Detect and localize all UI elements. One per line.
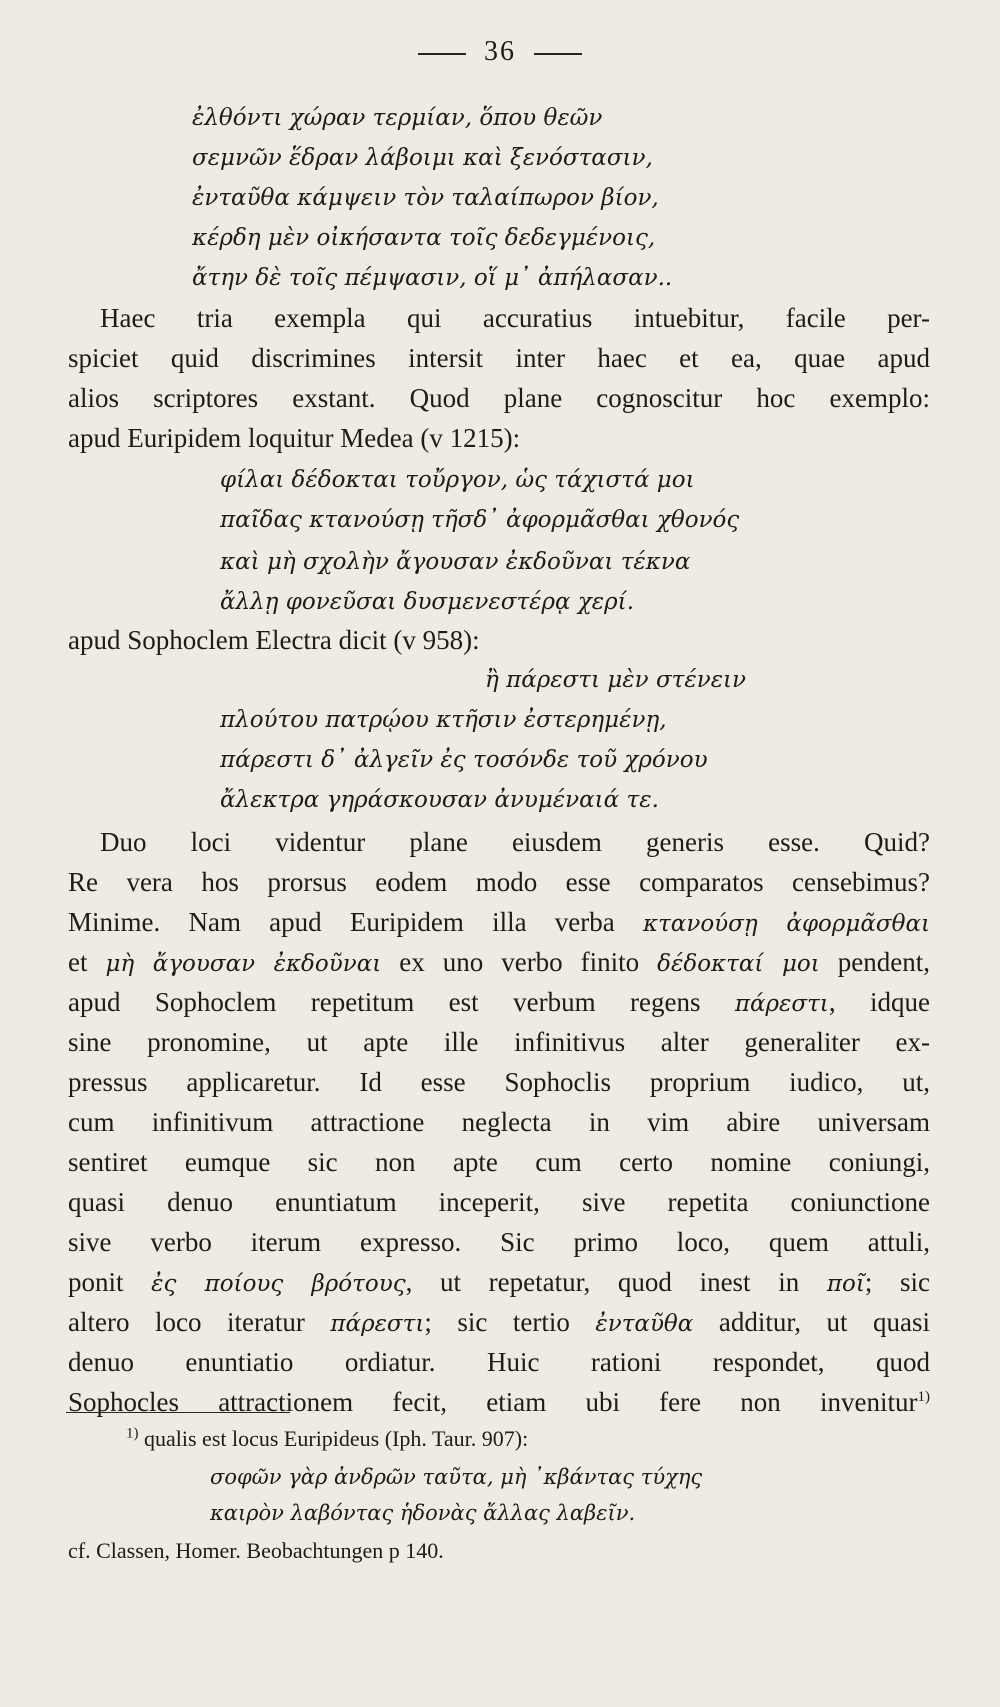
- text-line: apud Euripidem loquitur Medea (v 1215):: [68, 423, 521, 453]
- text-segment: apud Sophoclem repetitum est verbum regens: [68, 987, 735, 1017]
- footnote-marker: 1): [126, 1425, 139, 1442]
- verse-line: πάρεστι δ᾽ ἀλγεῖν ἐς τοσόνδε τοῦ χρόνου: [220, 747, 708, 773]
- text-line: [68, 1262, 930, 1304]
- text-line: [68, 862, 930, 902]
- text-segment: ; sic: [864, 1267, 931, 1297]
- text-line: [68, 1302, 930, 1344]
- verse-line: ἢ πάρεστι μὲν στένειν: [485, 667, 747, 693]
- verse-line: κέρδη μὲν οἰκήσαντα τοῖς δεδεγμένοις,: [192, 225, 656, 251]
- text-segment: ponit: [68, 1267, 152, 1297]
- text-line: [68, 1342, 930, 1382]
- text-line: spiciet quid discrimines intersit inter haec et ea, quae apud: [68, 343, 930, 373]
- footnote-rule: [66, 1412, 290, 1413]
- text-line: apud Sophoclem Electra dicit (v 958):: [68, 625, 480, 655]
- text-line: [68, 902, 930, 944]
- page-header: [0, 36, 1000, 68]
- text-segment: Sophocles attractionem fecit, etiam ubi fere non invenitur: [68, 1387, 918, 1417]
- verse-line: ἄλλῃ φονεῦσαι δυσμενεστέρᾳ χερί.: [220, 589, 634, 615]
- text-segment: Duo loci videntur plane eiusdem generis esse. Quid?: [100, 827, 930, 857]
- verse-line: ἐλθόντι χώραν τερμίαν, ὅπου θεῶν: [192, 105, 603, 131]
- text-line: [68, 1022, 930, 1062]
- text-segment: , ut repetatur, quod inest in: [405, 1267, 827, 1297]
- footnote-verse-line: καιρὸν λαβόντας ἡδονὰς ἄλλας λαβεῖν.: [210, 1501, 636, 1525]
- text-segment: Minime. Nam apud Euripidem illa verba: [68, 907, 643, 937]
- greek-phrase: πάρεστι: [330, 1311, 425, 1337]
- text-segment: ; sic tertio: [424, 1307, 596, 1337]
- text-line: [68, 1182, 930, 1222]
- text-segment: Re vera hos prorsus eodem modo esse comparatos censebimus?: [68, 867, 930, 897]
- footnote-verse-line: σοφῶν γὰρ ἀνδρῶν ταῦτα, μὴ ᾽κβάντας τύχης: [210, 1465, 703, 1489]
- verse-line: ἄτην δὲ τοῖς πέμψασιν, οἵ μ᾽ ἀπήλασαν..: [192, 265, 673, 291]
- verse-line: φίλαι δέδοκται τοὔργον, ὡς τάχιστά μοι: [220, 467, 695, 493]
- page-number: 36: [484, 36, 516, 67]
- header-dash-right: [534, 53, 582, 55]
- text-line: [68, 942, 930, 984]
- greek-phrase: πάρεστι: [734, 991, 829, 1017]
- greek-phrase: ἐνταῦθα: [595, 1311, 694, 1337]
- footnote-cf: cf. Classen, Homer. Beobachtungen p 140.: [68, 1538, 444, 1563]
- text-segment: sentiret eumque sic non apte cum certo nomine coniungi,: [68, 1147, 930, 1177]
- text-segment: sive verbo iterum expresso. Sic primo loco, quem attuli,: [68, 1227, 930, 1257]
- text-line: [68, 1382, 930, 1422]
- text-line: [68, 1102, 930, 1142]
- text-segment: quasi denuo enuntiatum inceperit, sive repetita coniunctione: [68, 1187, 930, 1217]
- text-line: [68, 1222, 930, 1262]
- greek-phrase: ἐς ποίους βρότους: [151, 1271, 406, 1297]
- text-line: [68, 1062, 930, 1102]
- verse-line: ἄλεκτρα γηράσκουσαν ἀνυμέναιά τε.: [220, 787, 659, 813]
- text-line: [68, 982, 930, 1024]
- greek-phrase: κτανούσῃ ἀφορμᾶσθαι: [643, 911, 930, 937]
- verse-line: καὶ μὴ σχολὴν ἄγουσαν ἐκδοῦναι τέκνα: [220, 549, 691, 575]
- text-segment: , idque: [828, 987, 930, 1017]
- text-segment: et: [68, 947, 106, 977]
- greek-phrase: δέδοκταί μοι: [657, 951, 820, 977]
- footnote-text: qualis est locus Euripideus (Iph. Taur. 907):: [144, 1426, 529, 1451]
- text-line: Haec tria exempla qui accuratius intuebitur, facile per-: [100, 303, 930, 333]
- text-segment: ex uno verbo finito: [381, 947, 658, 977]
- text-segment: altero loco iteratur: [68, 1307, 331, 1337]
- text-segment: sine pronomine, ut apte ille infinitivus alter generaliter ex-: [68, 1027, 930, 1057]
- verse-line: σεμνῶν ἕδραν λάβοιμι καὶ ξενόστασιν,: [192, 145, 653, 171]
- text-segment: denuo enuntiatio ordiatur. Huic rationi respondet, quod: [68, 1347, 930, 1377]
- text-segment: pendent,: [819, 947, 930, 977]
- verse-line: ἐνταῦθα κάμψειν τὸν ταλαίπωρον βίον,: [192, 185, 659, 211]
- footnote-line: [126, 1422, 528, 1456]
- text-segment: additur, ut quasi: [693, 1307, 930, 1337]
- verse-line: πλούτου πατρῴου κτῆσιν ἐστερημένῃ,: [220, 707, 667, 733]
- greek-phrase: μὴ ἄγουσαν ἐκδοῦναι: [105, 951, 382, 977]
- footnote-ref: 1): [917, 1389, 930, 1405]
- text-line: alios scriptores exstant. Quod plane cognoscitur hoc exemplo:: [68, 383, 930, 413]
- text-line: [68, 1142, 930, 1182]
- text-segment: pressus applicaretur. Id esse Sophoclis proprium iudico, ut,: [68, 1067, 930, 1097]
- header-dash-left: [418, 53, 466, 55]
- verse-line: παῖδας κτανούσῃ τῆσδ᾽ ἀφορμᾶσθαι χθονός: [220, 507, 740, 533]
- text-line: [100, 822, 930, 862]
- text-segment: cum infinitivum attractione neglecta in vim abire universam: [68, 1107, 930, 1137]
- greek-phrase: ποῖ: [826, 1271, 865, 1297]
